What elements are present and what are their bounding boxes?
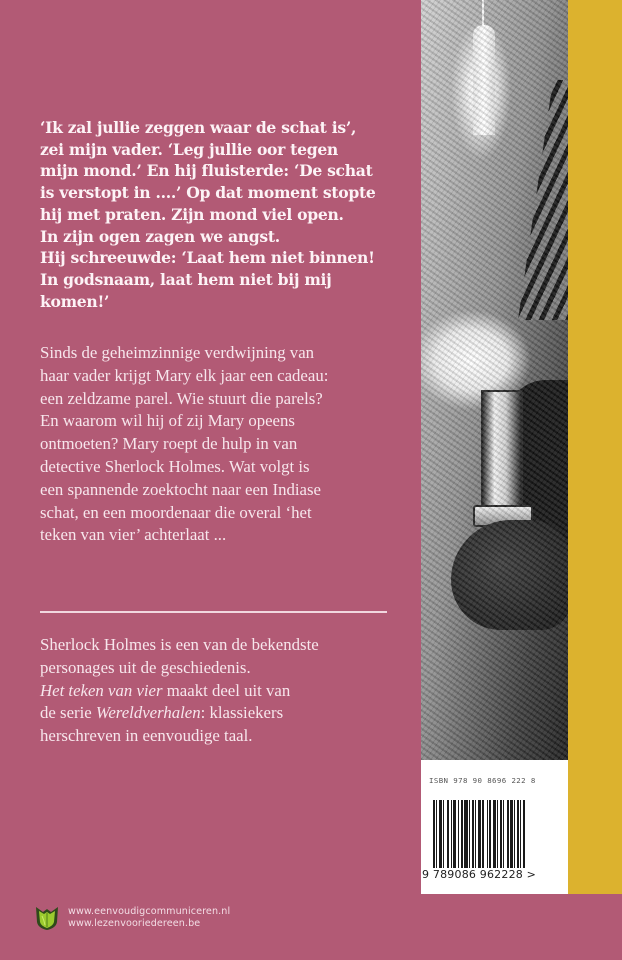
isbn-label: ISBN 978 90 8696 222 8	[429, 776, 536, 785]
publisher-urls	[68, 906, 230, 931]
url-lezenvooriedereen[interactable]: www.lezenvooriedereen.be	[68, 918, 201, 929]
series-info-line: Sherlock Holmes is een van de bekendste	[40, 635, 319, 654]
synopsis-line: haar vader krijgt Mary elk jaar een cadeau:	[40, 365, 329, 385]
synopsis-line: teken van vier’ achterlaat ...	[40, 525, 227, 545]
synopsis-line: een spannende zoektocht naar een Indiase	[40, 479, 321, 499]
isbn-barcode-box	[421, 760, 568, 894]
synopsis-line: een zeldzame parel. Wie stuurt die parels?	[40, 388, 323, 408]
excerpt-quote	[40, 117, 410, 312]
book-title: Het teken van vier	[40, 680, 163, 700]
cover-photo-syringe	[421, 0, 568, 760]
publisher-logo-icon	[34, 904, 60, 932]
quote-line: mijn mond.’ En hij fluisterde: ‘De schat	[40, 161, 373, 181]
barcode-digits: 9 789086 962228 >	[422, 868, 537, 881]
series-name: Wereldverhalen	[95, 703, 201, 723]
quote-line: hij met praten. Zijn mond viel open.	[40, 204, 344, 224]
quote-line: ‘Ik zal jullie zeggen waar de schat is’,	[40, 118, 357, 137]
section-divider	[40, 611, 387, 613]
photo-grain	[421, 0, 568, 760]
publisher-footer	[34, 904, 230, 932]
synopsis-line: Sinds de geheimzinnige verdwijning van	[40, 343, 315, 362]
quote-line: Hij schreeuwde: ‘Laat hem niet binnen!	[40, 248, 375, 268]
synopsis-line: En waarom wil hij of zij Mary opeens	[40, 411, 295, 431]
series-info-line: de serie Wereldverhalen: klassiekers	[40, 703, 284, 723]
series-info	[40, 634, 410, 748]
quote-line: zei mijn vader. ‘Leg jullie oor tegen	[40, 139, 338, 159]
synopsis-line: schat, en een moordenaar die overal ‘het	[40, 502, 312, 522]
quote-line: is verstopt in ....’ Op dat moment stopte	[40, 183, 376, 203]
synopsis-line: ontmoeten? Mary roept de hulp in van	[40, 434, 298, 454]
synopsis-line: detective Sherlock Holmes. Wat volgt is	[40, 456, 310, 476]
series-info-line: personages uit de geschiedenis.	[40, 657, 251, 677]
synopsis	[40, 342, 410, 547]
quote-line: komen!’	[40, 291, 110, 311]
series-info-line: Het teken van vier maakt deel uit van	[40, 680, 291, 700]
url-eenvoudigcommuniceren[interactable]: www.eenvoudigcommuniceren.nl	[68, 905, 231, 917]
quote-line: In zijn ogen zagen we angst.	[40, 226, 280, 246]
quote-line: In godsnaam, laat hem niet bij mij	[40, 269, 332, 289]
series-info-line: herschreven in eenvoudige taal.	[40, 726, 253, 746]
spine-accent-bar	[568, 0, 622, 894]
